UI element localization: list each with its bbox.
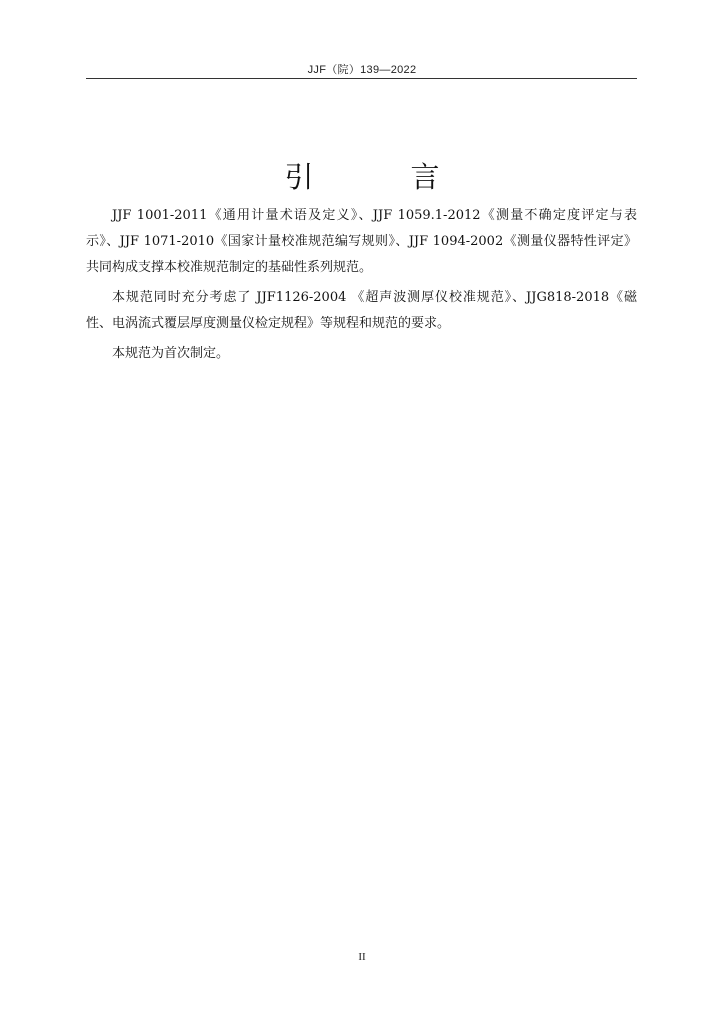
paragraph-referenced-regulations: 本规范同时充分考虑了 JJF1126-2004 《超声波测厚仪校准规范》、JJG818-2018《磁性、电涡流式覆层厚度测量仪检定规程》等规程和规范的要求。: [86, 290, 637, 331]
header-divider: [86, 78, 637, 79]
paragraph-foundational-standards: JJF 1001-2011《通用计量术语及定义》、JJF 1059.1-2012《测量不确定度评定与表示》、JJF 1071-2010《国家计量校准规范编写规则》、JJF 1094-2002《测量仪器特性评定》共同构成支撑本校准规范制定的基础性系列规范。: [86, 208, 637, 275]
page-number: II: [358, 951, 366, 963]
paragraph-first-edition-note: 本规范为首次制定。: [112, 346, 230, 361]
standard-code-header: JJF（院）139—2022: [307, 64, 417, 76]
page-title: 引 言: [284, 160, 474, 195]
body-text: [86, 203, 637, 371]
